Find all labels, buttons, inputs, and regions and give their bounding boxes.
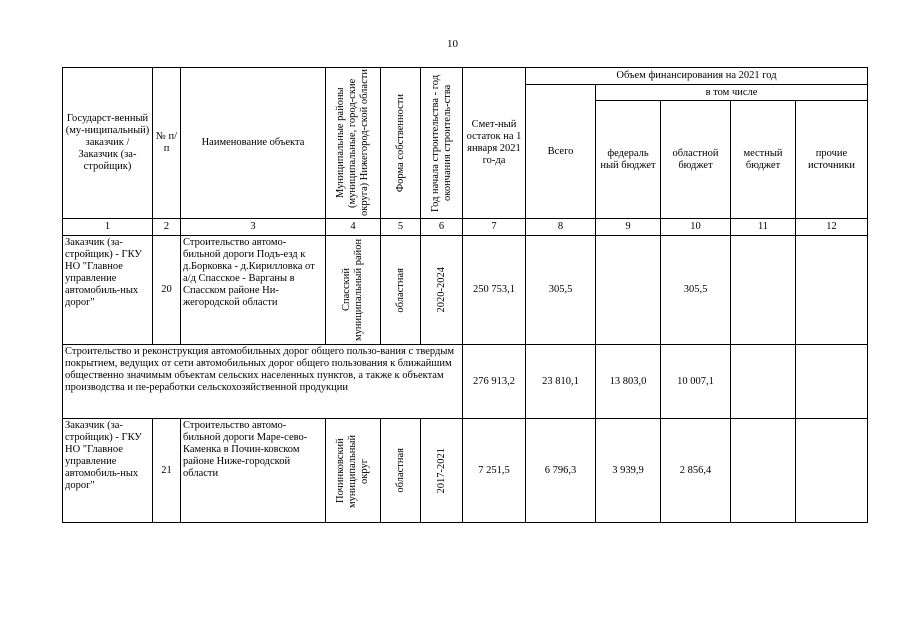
header-ownership-text: Форма собственности [394,93,406,193]
row-district-text: Спасский муниципальный район [341,238,364,342]
column-number: 11 [731,219,796,236]
row-num: 21 [153,419,181,523]
row-local [731,419,796,523]
column-number: 1 [63,219,153,236]
header-other: прочие источники [796,101,868,219]
row-object: Строительство автомо-бильной дороги Маре-сево-Каменка в Почин-ковском районе Ниже-городской области [181,419,326,523]
section-other [796,345,868,419]
row-federal [596,236,661,345]
row-years-text: 2017-2021 [435,447,447,494]
header-ownership [381,68,421,219]
header-financing: Объем финансирования на 2021 год [526,68,868,85]
row-regional: 2 856,4 [661,419,731,523]
header-years-text: Год начала строительства - год окончания строитель-ства [429,74,453,212]
header-including: в том числе [596,85,868,101]
section-local [731,345,796,419]
row-years [421,419,463,523]
row-num: 20 [153,236,181,345]
row-total: 6 796,3 [526,419,596,523]
column-number: 8 [526,219,596,236]
table-row [63,419,868,523]
section-row [63,345,868,419]
header-total: Всего [526,85,596,219]
row-district-text: Починковский муниципальный округ [335,433,370,508]
row-object: Строительство автомо-бильной дороги Подъ-езд к д.Борковка - д.Кирилловка от а/д Спасское - Варганы в Спасском районе Ни-жегородской области [181,236,326,345]
header-districts-text: Муниципальные районы (муниципальные, город-ские округа) Нижегород-ской области [335,69,370,217]
section-total: 23 810,1 [526,345,596,419]
header-federal: федераль ный бюджет [596,101,661,219]
row-other [796,236,868,345]
row-customer: Заказчик (за-стройщик) - ГКУ НО "Главное управление автомобиль-ных дорог" [63,419,153,523]
page-number: 10 [447,38,458,50]
row-balance: 250 753,1 [463,236,526,345]
row-ownership [381,419,421,523]
header-object-name: Наименование объекта [181,68,326,219]
column-numbers-row [63,219,868,236]
column-number: 10 [661,219,731,236]
row-years-text: 2020-2024 [435,267,447,313]
header-customer: Государст-венный (му-ниципальный) заказчик / Заказчик (за-стройщик) [63,68,153,219]
row-years [421,236,463,345]
row-customer: Заказчик (за-стройщик) - ГКУ НО "Главное управление автомобиль-ных дорог" [63,236,153,345]
section-federal: 13 803,0 [596,345,661,419]
section-balance: 276 913,2 [463,345,526,419]
header-years [421,68,463,219]
table-row [63,236,868,345]
section-title: Строительство и реконструкция автомобильных дорог общего пользо-вания с твердым покрытием, ведущих от сети автомобильных дорог общего пользования к ближайшим общественно значимым объектам сельских населенных пунктов, а также к объектам производства и пе-реработки сельскохозяйственной продукции [63,345,463,419]
header-balance: Смет-ный остаток на 1 января 2021 го-да [463,68,526,219]
row-other [796,419,868,523]
row-total: 305,5 [526,236,596,345]
row-district [326,236,381,345]
column-number: 5 [381,219,421,236]
row-balance: 7 251,5 [463,419,526,523]
column-number: 7 [463,219,526,236]
header-districts [326,68,381,219]
row-federal: 3 939,9 [596,419,661,523]
column-number: 2 [153,219,181,236]
row-ownership [381,236,421,345]
header-regional: областной бюджет [661,101,731,219]
column-number: 6 [421,219,463,236]
column-number: 3 [181,219,326,236]
column-number: 12 [796,219,868,236]
header-num: № п/ п [153,68,181,219]
column-number: 4 [326,219,381,236]
column-number: 9 [596,219,661,236]
row-ownership-text: областная [394,267,406,313]
row-district [326,419,381,523]
section-regional: 10 007,1 [661,345,731,419]
row-local [731,236,796,345]
header-local: местный бюджет [731,101,796,219]
row-ownership-text: областная [394,448,406,493]
row-regional: 305,5 [661,236,731,345]
financing-table [62,67,868,523]
